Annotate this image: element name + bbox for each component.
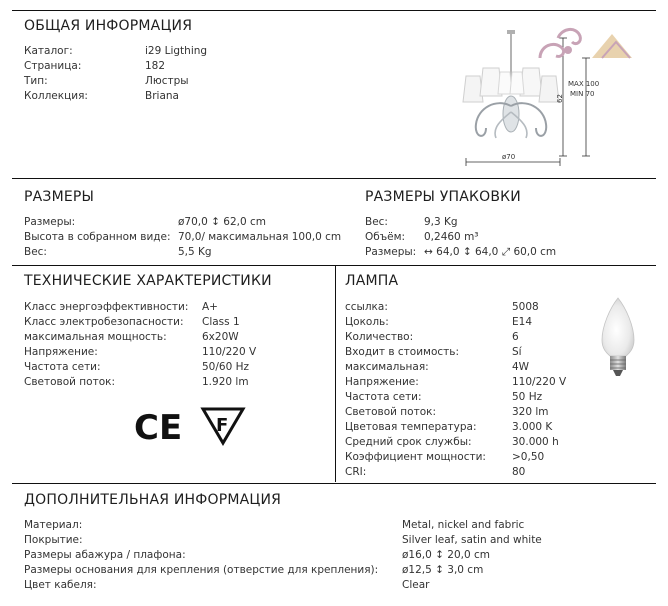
- lamp-voltage-value: 110/220 V: [512, 376, 567, 388]
- add-material-value: Metal, nickel and fabric: [402, 519, 525, 531]
- lamp-title: ЛАМПА: [345, 273, 399, 289]
- lamp-voltage-label: Напряжение:: [345, 376, 419, 388]
- tech-voltage-value: 110/220 V: [202, 346, 257, 358]
- pkg-volume-label: Объём:: [365, 231, 406, 243]
- general-info-title: ОБЩАЯ ИНФОРМАЦИЯ: [24, 18, 193, 34]
- add-finish-value: Silver leaf, satin and white: [402, 534, 542, 546]
- lamp-max-label: максимальная:: [345, 361, 429, 373]
- tech-energy-label: Класс энергоэффективности:: [24, 301, 189, 313]
- pkg-size-label: Размеры:: [365, 246, 417, 258]
- tech-power-value: 6x20W: [202, 331, 239, 343]
- tech-title: ТЕХНИЧЕСКИЕ ХАРАКТЕРИСТИКИ: [24, 273, 272, 289]
- type-value: Люстры: [145, 75, 189, 87]
- tech-voltage-label: Напряжение:: [24, 346, 98, 358]
- column-divider: [335, 266, 336, 482]
- f-mark-icon: [200, 406, 246, 446]
- add-base-label: Размеры основания для крепления (отверстие для крепления):: [24, 564, 379, 576]
- dim-height-value: 70,0/ максимальная 100,0 cm: [178, 231, 342, 243]
- add-cable-value: Clear: [402, 579, 430, 591]
- lamp-frequency-label: Частота сети:: [345, 391, 422, 403]
- dim-weight-value: 5,5 Kg: [178, 246, 212, 258]
- dim-size-label: Размеры:: [24, 216, 76, 228]
- tech-power-label: максимальная мощность:: [24, 331, 167, 343]
- ce-mark-text: CE: [134, 408, 180, 446]
- additional-title: ДОПОЛНИТЕЛЬНАЯ ИНФОРМАЦИЯ: [24, 492, 282, 508]
- min-label: MIN 70: [570, 90, 595, 98]
- f-mark-text: F: [216, 415, 229, 436]
- page-value: 182: [145, 60, 166, 72]
- diameter-label: ø70: [502, 153, 516, 161]
- rule-tech: [12, 265, 656, 266]
- tech-frequency-label: Частота сети:: [24, 361, 101, 373]
- add-shade-value: ø16,0 ↕ 20,0 cm: [402, 549, 490, 561]
- top-rule: [12, 10, 656, 11]
- page-label: Страница:: [24, 60, 82, 72]
- lamp-included-label: Входит в стоимость:: [345, 346, 460, 358]
- lamp-colortemp-label: Цветовая температура:: [345, 421, 477, 433]
- tech-energy-value: A+: [202, 301, 218, 313]
- tech-frequency-value: 50/60 Hz: [202, 361, 250, 373]
- rule-additional: [12, 483, 656, 484]
- lamp-flux-value: 320 lm: [512, 406, 549, 418]
- lamp-flux-label: Световой поток:: [345, 406, 437, 418]
- lamp-cri-value: 80: [512, 466, 526, 478]
- max-label: MAX 100: [568, 80, 600, 88]
- pkg-weight-value: 9,3 Kg: [424, 216, 458, 228]
- catalog-label: Каталог:: [24, 45, 73, 57]
- dim-weight-label: Вес:: [24, 246, 47, 258]
- lamp-life-value: 30.000 h: [512, 436, 559, 448]
- lamp-frequency-value: 50 Hz: [512, 391, 543, 403]
- lamp-included-value: Sí: [512, 346, 522, 358]
- tech-flux-value: 1.920 lm: [202, 376, 249, 388]
- dim-size-value: ø70,0 ↕ 62,0 cm: [178, 216, 266, 228]
- tech-flux-label: Световой поток:: [24, 376, 116, 388]
- pkg-volume-value: 0,2460 m³: [424, 231, 479, 243]
- brand-logo: [532, 20, 644, 64]
- tech-safety-label: Класс электробезопасности:: [24, 316, 184, 328]
- collection-label: Коллекция:: [24, 90, 88, 102]
- type-label: Тип:: [24, 75, 48, 87]
- rule-dimensions: [12, 178, 656, 179]
- logo-icon: [532, 20, 644, 64]
- bulb-image: [596, 296, 640, 378]
- package-title: РАЗМЕРЫ УПАКОВКИ: [365, 189, 521, 205]
- lamp-max-value: 4W: [512, 361, 530, 373]
- lamp-qty-label: Количество:: [345, 331, 414, 343]
- pkg-weight-label: Вес:: [365, 216, 388, 228]
- add-finish-label: Покрытие:: [24, 534, 83, 546]
- dimensions-title: РАЗМЕРЫ: [24, 189, 95, 205]
- lamp-socket-value: E14: [512, 316, 532, 328]
- lamp-pf-value: >0,50: [512, 451, 545, 463]
- lamp-colortemp-value: 3.000 K: [512, 421, 553, 433]
- lamp-life-label: Средний срок службы:: [345, 436, 472, 448]
- pkg-size-value: ↔ 64,0 ↕ 64,0 ⤢ 60,0 cm: [424, 246, 557, 258]
- bulb-icon: [596, 296, 640, 378]
- lamp-ref-label: ссылка:: [345, 301, 388, 313]
- lamp-cri-label: CRI:: [345, 466, 367, 478]
- lamp-pf-label: Коэффициент мощности:: [345, 451, 486, 463]
- collection-value: Briana: [145, 90, 179, 102]
- height-label: 62: [556, 94, 564, 103]
- dim-height-label: Высота в собранном виде:: [24, 231, 171, 243]
- catalog-value: i29 Ligthing: [145, 45, 208, 57]
- add-shade-label: Размеры абажура / плафона:: [24, 549, 186, 561]
- add-material-label: Материал:: [24, 519, 83, 531]
- ce-mark-icon: [132, 406, 180, 446]
- add-base-value: ø12,5 ↕ 3,0 cm: [402, 564, 484, 576]
- lamp-ref-value: 5008: [512, 301, 539, 313]
- lamp-qty-value: 6: [512, 331, 519, 343]
- lamp-socket-label: Цоколь:: [345, 316, 389, 328]
- tech-safety-value: Class 1: [202, 316, 240, 328]
- add-cable-label: Цвет кабеля:: [24, 579, 97, 591]
